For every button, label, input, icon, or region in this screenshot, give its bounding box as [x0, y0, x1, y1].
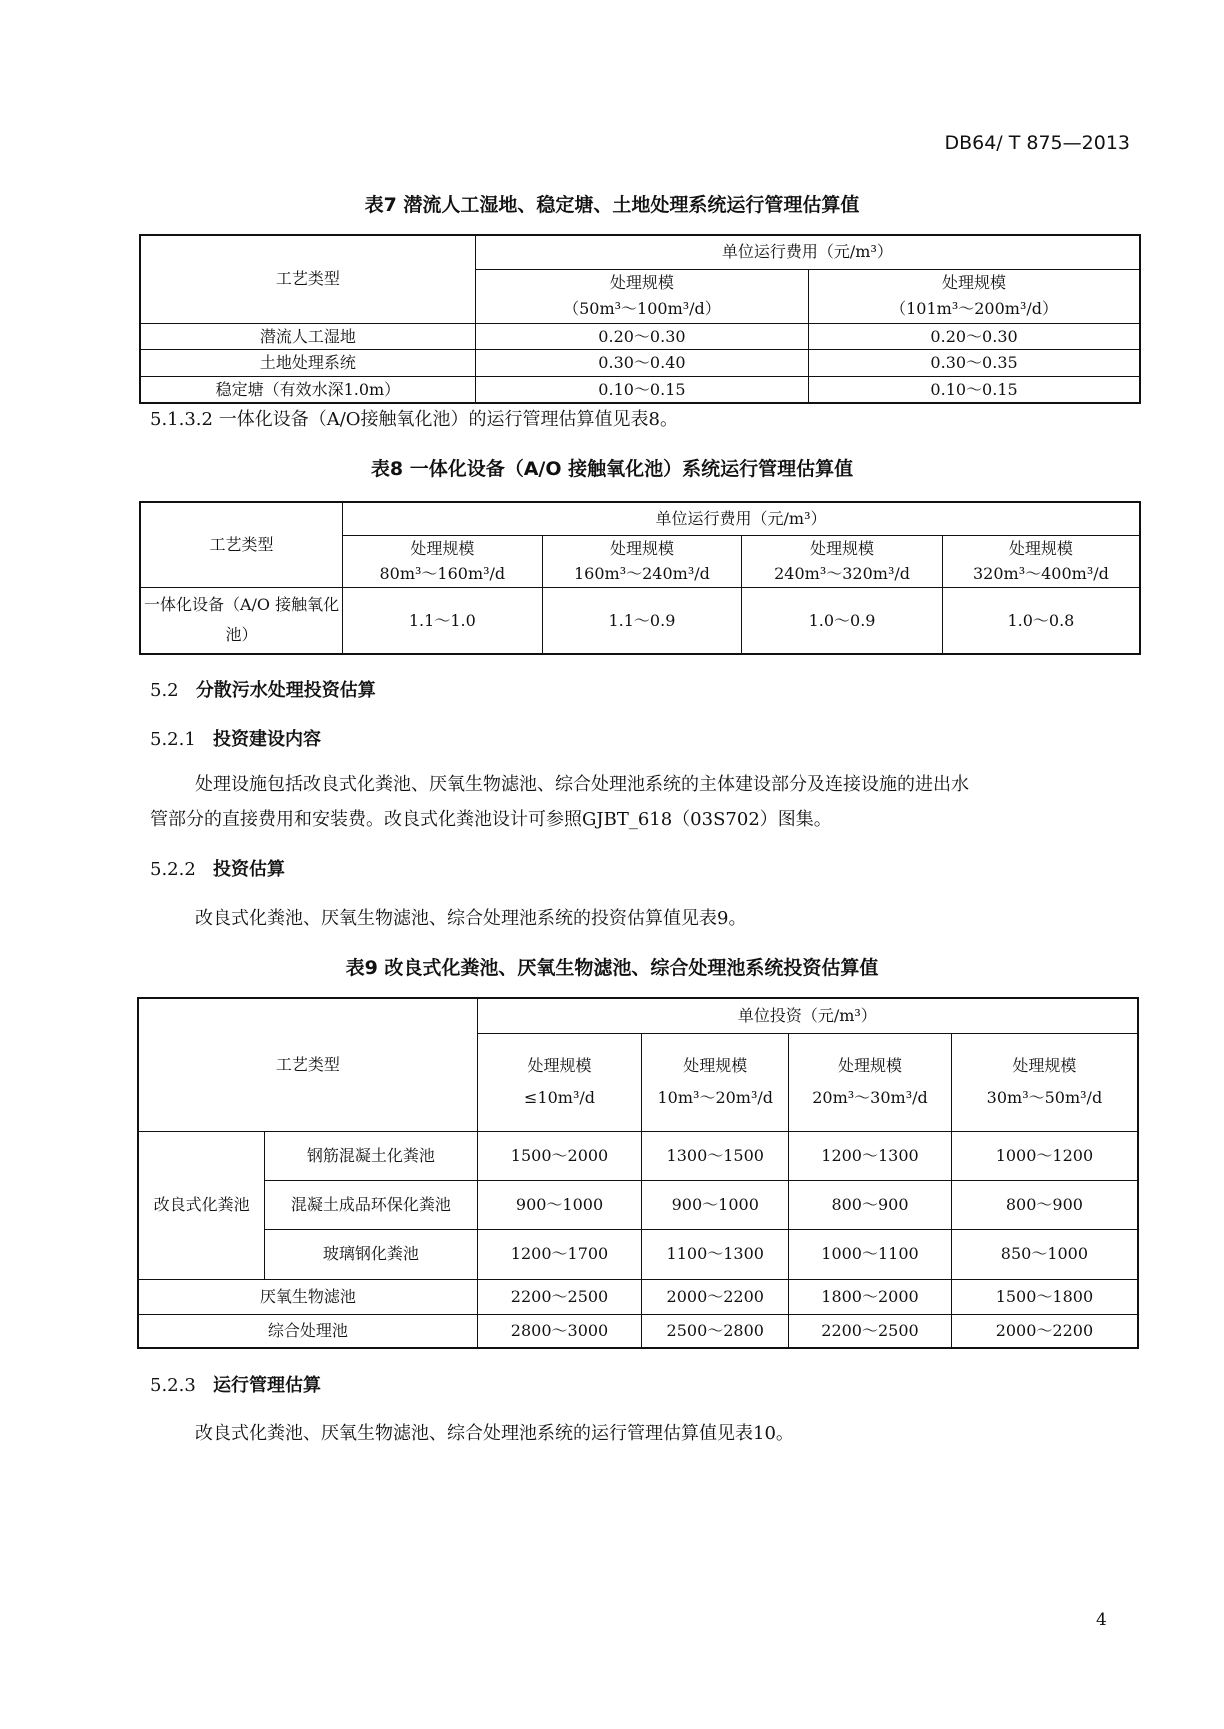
- col-header-cost: 单位运行费用（元/m³）: [475, 235, 1140, 269]
- col-header-type: 工艺类型: [140, 235, 475, 323]
- table-row: 改良式化粪池 钢筋混凝土化粪池 1500～2000 1300～1500 1200～1300 1000～1200: [138, 1131, 1138, 1180]
- col-header-cost: 单位运行费用（元/m³）: [343, 502, 1140, 535]
- col-header-scale: 处理规模 30m³～50m³/d: [951, 1033, 1138, 1131]
- col-header-scale: 处理规模 10m³～20m³/d: [642, 1033, 789, 1131]
- table-row: 综合处理池 2800～3000 2500～2800 2200～2500 2000～2200: [138, 1314, 1138, 1348]
- section-5-2: 5.2 分散污水处理投资估算: [150, 680, 376, 701]
- group-label: 改良式化粪池: [138, 1131, 265, 1279]
- table9: [137, 997, 1139, 1349]
- table8: [139, 501, 1141, 655]
- table-row: 混凝土成品环保化粪池 900～1000 900～1000 800～900 800～900: [138, 1180, 1138, 1229]
- table-row: 一体化设备（A/O 接触氧化池） 1.1～1.0 1.1～0.9 1.0～0.9 1.0～0.8: [140, 587, 1140, 654]
- table-row: 稳定塘（有效水深1.0m） 0.10～0.15 0.10～0.15: [140, 376, 1140, 403]
- clause-5-1-3-2: 5.1.3.2 一体化设备（A/O接触氧化池）的运行管理估算值见表8。: [150, 409, 678, 430]
- col-header-scale: 处理规模 （50m³～100m³/d）: [475, 269, 808, 323]
- col-header-scale: 处理规模 320m³～400m³/d: [942, 535, 1140, 587]
- document-code: DB64/ T 875—2013: [944, 132, 1130, 154]
- section-5-2-2: 5.2.2 投资估算: [150, 859, 285, 880]
- col-header-cost: 单位投资（元/m³）: [477, 998, 1138, 1033]
- col-header-scale: 处理规模 80m³～160m³/d: [343, 535, 543, 587]
- section-5-2-3: 5.2.3 运行管理估算: [150, 1375, 321, 1396]
- table7-title: 表7 潜流人工湿地、稳定塘、土地处理系统运行管理估算值: [364, 194, 860, 216]
- table-row: 潜流人工湿地 0.20～0.30 0.20～0.30: [140, 323, 1140, 350]
- table-row: 土地处理系统 0.30～0.40 0.30～0.35: [140, 350, 1140, 377]
- col-header-scale: 处理规模 20m³～30m³/d: [789, 1033, 952, 1131]
- col-header-scale: 处理规模 （101m³～200m³/d）: [809, 269, 1140, 323]
- col-header-scale: 处理规模 160m³～240m³/d: [542, 535, 742, 587]
- table-row: 玻璃钢化粪池 1200～1700 1100～1300 1000～1100 850～1000: [138, 1229, 1138, 1279]
- col-header-type: 工艺类型: [138, 998, 477, 1131]
- section-5-2-1: 5.2.1 投资建设内容: [150, 729, 321, 750]
- table8-title: 表8 一体化设备（A/O 接触氧化池）系统运行管理估算值: [370, 458, 854, 480]
- page-number: 4: [1096, 1610, 1107, 1630]
- table7: [139, 234, 1141, 404]
- paragraph-5-2-1-line1: 处理设施包括改良式化粪池、厌氧生物滤池、综合处理池系统的主体建设部分及连接设施的进出水: [195, 774, 969, 795]
- col-header-type: 工艺类型: [140, 502, 343, 587]
- paragraph-5-2-1-line2: 管部分的直接费用和安装费。改良式化粪池设计可参照GJBT_618（03S702）图集。: [150, 809, 832, 830]
- paragraph-5-2-2: 改良式化粪池、厌氧生物滤池、综合处理池系统的投资估算值见表9。: [195, 908, 747, 929]
- col-header-scale: 处理规模 ≤10m³/d: [477, 1033, 642, 1131]
- table9-title: 表9 改良式化粪池、厌氧生物滤池、综合处理池系统投资估算值: [345, 957, 879, 979]
- paragraph-5-2-3: 改良式化粪池、厌氧生物滤池、综合处理池系统的运行管理估算值见表10。: [195, 1423, 794, 1444]
- table-row: 厌氧生物滤池 2200～2500 2000～2200 1800～2000 1500～1800: [138, 1279, 1138, 1314]
- col-header-scale: 处理规模 240m³～320m³/d: [742, 535, 943, 587]
